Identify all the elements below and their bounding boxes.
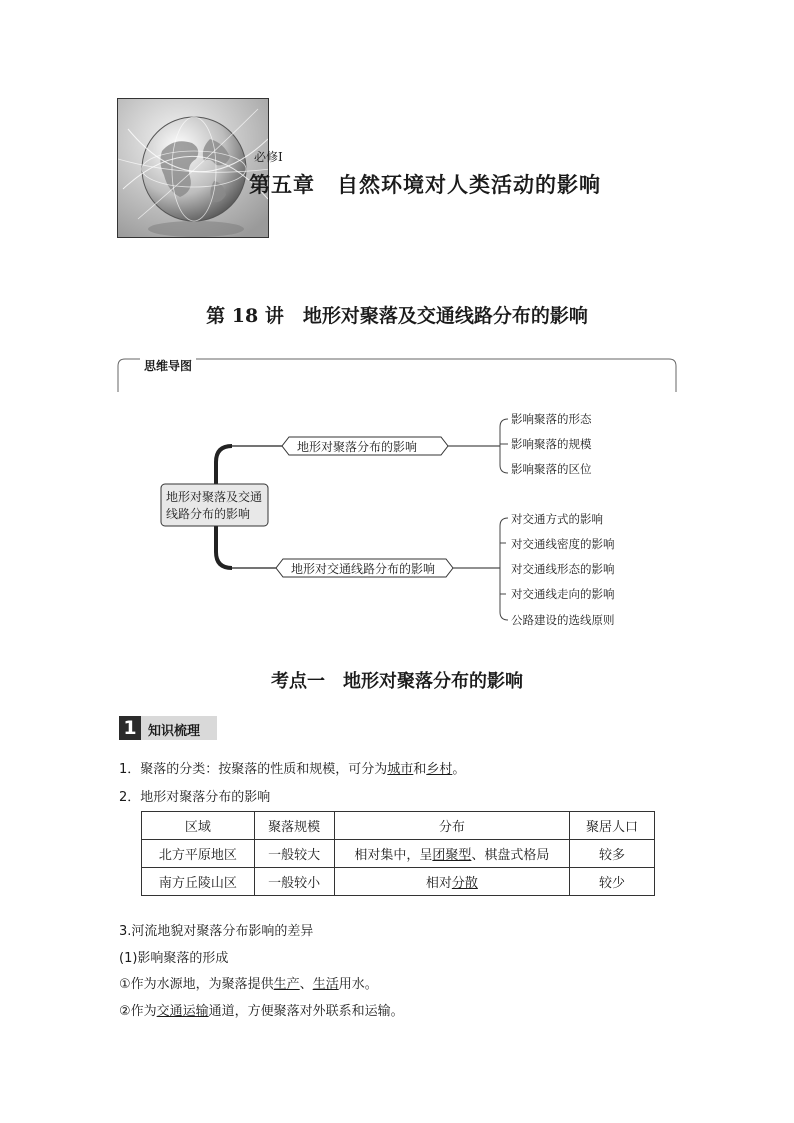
mind-map-leaf: 对交通线形态的影响	[511, 562, 615, 576]
table-header: 分布	[334, 812, 570, 840]
answer-scattered: 分散	[451, 876, 478, 891]
answer-living: 生活	[312, 977, 339, 992]
table-cell: 北方平原地区	[142, 840, 255, 868]
item1-end: 。	[452, 762, 466, 777]
mind-map-leaf: 影响聚落的规模	[511, 437, 592, 451]
cell-text: 相对集中，呈	[354, 848, 433, 863]
table-row	[142, 840, 655, 868]
lecture-title: 第 18 讲 地形对聚落及交通线路分布的影响	[206, 305, 588, 327]
mind-map-leaf: 公路建设的选线原则	[511, 613, 615, 627]
answer-city: 城市	[387, 762, 414, 777]
table-header-row	[142, 812, 655, 840]
section-title: 考点一 地形对聚落分布的影响	[271, 671, 523, 692]
cell-text: 、棋盘式格局	[471, 848, 550, 863]
point1-text: ①作为水源地，为聚落提供	[119, 977, 274, 992]
chapter-sub-label: 必修Ⅰ	[254, 150, 283, 164]
mind-map-leaf: 影响聚落的区位	[511, 462, 592, 476]
section-badge-number: 1	[119, 716, 141, 740]
table-cell: 较多	[570, 840, 655, 868]
mind-map-leaf: 对交通方式的影响	[511, 512, 603, 526]
table-header: 区域	[142, 812, 255, 840]
mind-map-leaf: 对交通线密度的影响	[511, 537, 615, 551]
settlement-table	[141, 811, 655, 896]
table-cell	[334, 868, 570, 896]
mind-map-branch-transport: 地形对交通线路分布的影响	[291, 562, 436, 576]
table-cell: 一般较小	[254, 868, 334, 896]
paragraph-item1	[119, 758, 465, 777]
point1-sep: 、	[299, 977, 313, 992]
item1-text: 1．聚落的分类：按聚落的性质和规模，可分为	[119, 762, 388, 777]
mind-map-root-line: 线路分布的影响	[166, 507, 251, 521]
mind-map-root	[166, 489, 262, 523]
table-cell: 一般较大	[254, 840, 334, 868]
paragraph-point2	[119, 1000, 404, 1019]
table-cell	[334, 840, 570, 868]
answer-village: 乡村	[426, 762, 453, 777]
section-badge-label: 知识梳理	[148, 724, 201, 739]
paragraph-item3-1: (1)影响聚落的形成	[119, 951, 229, 966]
item1-and: 和	[413, 762, 427, 777]
answer-transport: 交通运输	[156, 1004, 209, 1019]
answer-production: 生产	[273, 977, 300, 992]
mind-map-root-line: 地形对聚落及交通	[166, 490, 263, 504]
paragraph-item2: 2．地形对聚落分布的影响	[119, 790, 271, 805]
table-header: 聚落规模	[254, 812, 334, 840]
answer-clustered: 团聚型	[432, 848, 472, 863]
table-cell: 南方丘陵山区	[142, 868, 255, 896]
table-row	[142, 868, 655, 896]
cell-text: 相对	[425, 876, 452, 891]
table-cell: 较少	[570, 868, 655, 896]
point2-text: ②作为	[119, 1004, 157, 1019]
paragraph-point1	[119, 973, 378, 992]
paragraph-item3: 3.河流地貌对聚落分布影响的差异	[119, 924, 314, 939]
mind-map-branch-settlement: 地形对聚落分布的影响	[297, 440, 418, 454]
point1-end: 用水。	[338, 977, 378, 992]
table-header: 聚居人口	[570, 812, 655, 840]
mind-map-leaf: 影响聚落的形态	[511, 412, 592, 426]
mind-map-leaf: 对交通线走向的影响	[511, 587, 615, 601]
chapter-title: 第五章 自然环境对人类活动的影响	[249, 173, 601, 197]
point2-end: 通道，方便聚落对外联系和运输。	[208, 1004, 404, 1019]
mind-map-label: 思维导图	[140, 357, 196, 374]
